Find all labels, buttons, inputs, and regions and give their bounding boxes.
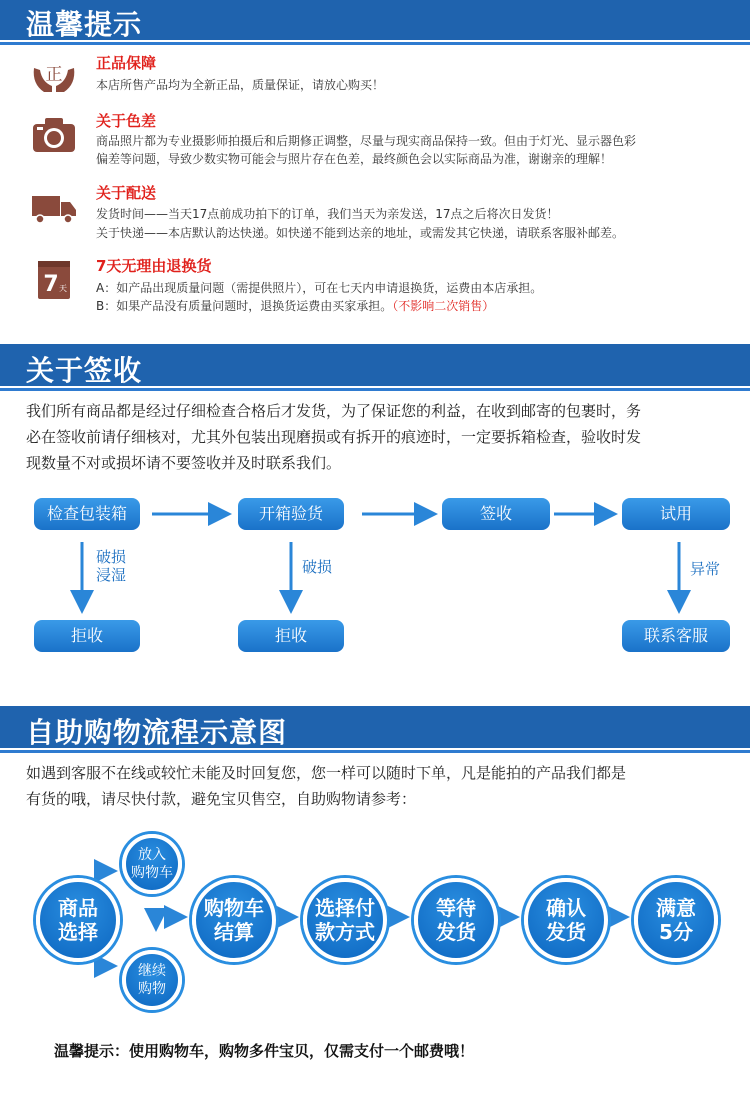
circle-line: 等待 [436,896,476,920]
notice-line-text: B：如果产品没有质量问题时，退换货运费由买家承担。 [96,299,393,313]
genuine-glyph: 正 [45,65,63,85]
notice-line: 偏差等问题，导致少数实物可能会与照片存在色差，最终颜色会以实际商品为准，谢谢亲的理解！ [96,152,613,166]
flow-trial: 试用 [622,498,730,530]
circle-line: 放入 [138,847,166,863]
label-abnormal [690,560,720,578]
circle-line: 确认 [546,896,586,920]
seven-glyph: 7 [43,272,59,297]
circle-line: 购物 [138,981,166,997]
notice-line: 本店所售产品均为全新正品，质量保证，请放心购买！ [96,78,385,92]
step-confirm-shipment [524,878,608,962]
circle-line: 满意 [656,896,696,920]
branch-continue-shopping [122,950,182,1010]
notice-note: （不影响二次销售） [392,299,495,313]
section-title: 自助购物流程示意图 [26,716,288,749]
notice-line: 商品照片都为专业摄影师拍摄后和后期修正调整，尽量与现实商品保持一致。但由于灯光、显示器色彩 [96,134,637,148]
label-damaged [302,558,332,576]
result-contact-service: 联系客服 [622,620,730,652]
paragraph-line: 有货的哦，请尽快付款，避免宝贝售空，自助购物请参考： [26,790,417,808]
banner-underline [0,750,750,753]
circle-line: 发货 [546,920,586,944]
notice-line: A：如产品出现质量问题（需提供照片），可在七天内申请退换货，运费由本店承担。 [96,281,543,295]
step-select-payment [303,878,387,962]
flow-sign: 签收 [442,498,550,530]
label-damaged-wet [96,548,126,584]
notice-heading: 关于色差 [96,112,157,130]
circle-line: 选择 [58,920,98,944]
circle-line: 继续 [138,963,166,979]
label-line: 浸湿 [96,566,127,584]
circle-line: 5分 [659,920,693,944]
section-title: 温馨提示 [26,8,143,41]
notice-heading: 7天无理由退换货 [96,257,212,275]
label-line: 破损 [302,558,333,576]
notice-heading: 关于配送 [96,184,157,202]
step-cart-checkout [192,878,276,962]
self-service-paragraph [26,760,726,812]
branch-add-to-cart [122,834,182,894]
circle-line: 购物车 [131,865,173,881]
warm-tip-footer: 温馨提示：使用购物车，购物多件宝贝，仅需支付一个邮费哦！ [54,1042,475,1060]
circle-line: 选择付 [315,896,375,920]
result-reject: 拒收 [238,620,344,652]
step-wait-shipment [414,878,498,962]
notice-line: 发货时间——当天17点前成功拍下的订单，我们当天为亲发送，17点之后将次日发货！ [96,207,559,221]
circle-line: 款方式 [315,920,375,944]
section-title: 关于签收 [26,354,143,387]
paragraph-line: 我们所有商品都是经过仔细检查合格后才发货，为了保证您的利益，在收到邮寄的包裹时，务 [26,402,642,420]
banner-self-service [0,706,750,748]
flow-check-box: 检查包装箱 [34,498,140,530]
label-line: 破损 [96,548,127,566]
step-satisfied-5-stars [634,878,718,962]
circle-line: 商品 [58,896,98,920]
paragraph-line: 如遇到客服不在线或较忙未能及时回复您，您一样可以随时下单，凡是能拍的产品我们都是 [26,764,627,782]
day-glyph: 天 [59,284,67,293]
flow-open-inspect: 开箱验货 [238,498,344,530]
label-line: 异常 [690,560,721,578]
notice-heading: 正品保障 [96,54,157,72]
circle-line: 发货 [436,920,476,944]
paragraph-line: 现数量不对或损坏请不要签收并及时联系我们。 [26,454,342,472]
circle-line: 购物车 [204,896,264,920]
result-reject: 拒收 [34,620,140,652]
circle-line: 结算 [214,920,254,944]
step-select-product [36,878,120,962]
paragraph-line: 必在签收前请仔细核对，尤其外包装出现磨损或有拆开的痕迹时，一定要拆箱检查，验收时发 [26,428,642,446]
notice-line: 关于快递——本店默认韵达快递。如快递不能到达亲的地址，或需发其它快递，请联系客服补邮差。 [96,226,625,240]
